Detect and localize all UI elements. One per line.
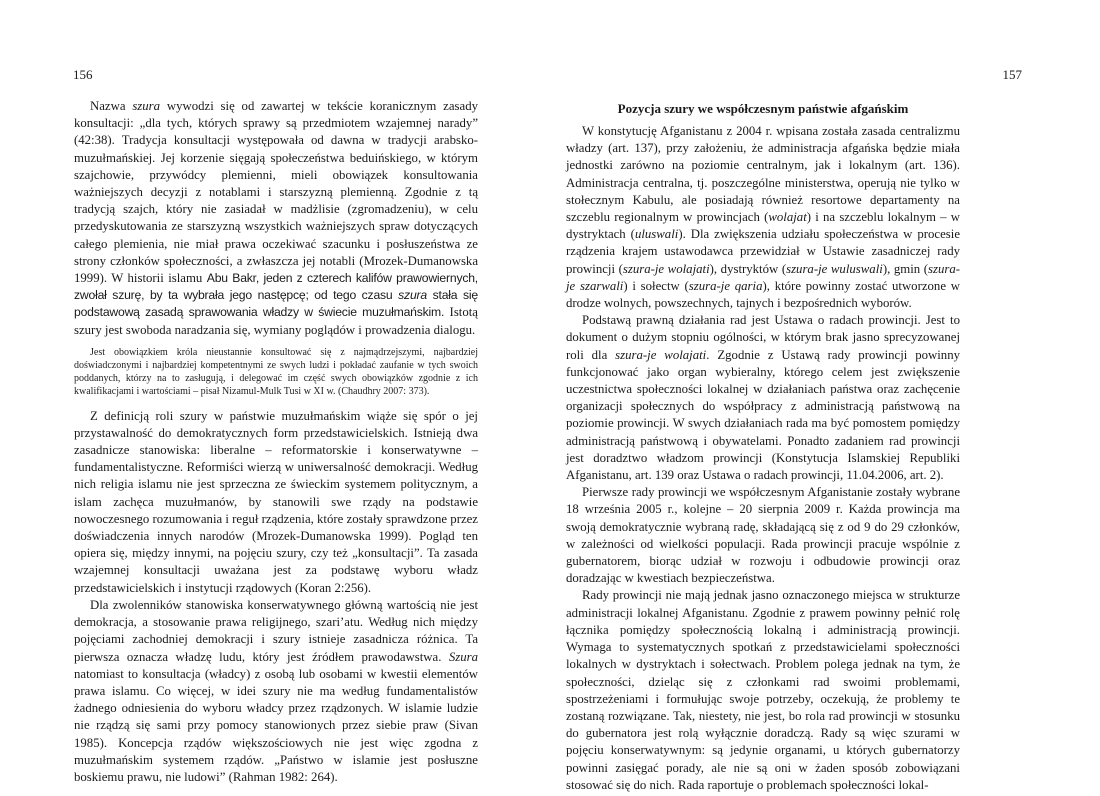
italic-term: wolajat [768, 210, 807, 225]
text-run: Abu Bakr, jeden z czterech kalifów prawowiernych, zwołał szurę, by ta wybrała jego następcę; od tego czasu [74, 271, 478, 303]
text-run: Nazwa [90, 99, 133, 113]
italic-term: szura-je wuluswali [786, 261, 883, 276]
paragraph [74, 597, 478, 786]
text-run: ), gmin ( [882, 261, 928, 276]
text-run: natomiast to konsultacja (władcy) z osobą lub osobami w kwestii elementów prawa islamu. Co więcej, w idei szury nie ma według fundamentalistów żadnego odniesienia do wyboru władcy przez rządzonych. W islamie ludzie nie rządzą się sami przy pomocy stanowionych przez siebie praw (Sivan 1985). Koncepcja rządów większościowych nie jest więc zgodna z muzułmańskim systemem rządów. „Państwo w islamie jest posłuszne boskiemu prawu, nie ludowi” (Rahman 1982: 264). [74, 666, 478, 784]
text-run: . Zgodnie z Ustawą rady prowincji powinny funkcjonować jako organ wybieralny, którego celem jest zwiększenie uczestnictwa społeczności lokalnej w działaniach państwa oraz zachęcenie organizacji społecznych do współpracy z administracją państwową na poziomie prowincji. W swych działaniach rada ma być pomostem pomiędzy administracją państwową i obywatelami. Ponadto zadaniem rad prowincji jest doradztwo władzom prowincji (Konstytucja Islamskiej Republiki Afganistanu, art. 139 oraz Ustawa o radach prowincji, 11.04.2006, art. 2). [566, 347, 961, 483]
italic-term: Szura [448, 649, 478, 664]
text-run: Podstawą prawną działania rad jest Ustawa o radach prowincji. Jest to dokument o dużym stopniu ogólności, w którym brak jasno sprecyzowanej roli dla [566, 313, 960, 362]
text-run: ) i na szczeblu lokalnym – w dystryktach ( [566, 210, 960, 242]
paragraph: Pierwsze rady prowincji we współczesnym Afganistanie zostały wybrane 18 września 2005 r., kolejne – 20 sierpnia 2009 r. Każda prowincja ma swoją demokratycznie wybraną radę, składającą się z od 9 do 29 członków, w zależności od wielkości populacji. Rada prowincji pracuje wspólnie z gubernatorem, biorąc udział w rozwoju i odbudowie prowincji oraz doradzając w kwestiach bezpieczeństwa. [566, 485, 960, 586]
text-run: ) i sołectw ( [623, 278, 689, 293]
paragraph: Rady prowincji nie mają jednak jasno oznaczonego miejsca w strukturze administracji lokalnej Afganistanu. Zgodnie z prawem powinny pełnić rolę łącznika pomiędzy społecznością lokalną i administracją prowincji. Wymaga to systematycznych spotkań z przedstawicielami społeczności lokalnych w dystryktach i sołectwach. Problem polega jednak na tym, że społeczności, dzieląc się z członkami rad swoimi problemami, spostrzeżeniami i formułując swoje potrzeby, oczekują, że problemy te zostaną rozwiązane. Tak, niestety, nie jest, bo rola rad prowincji w stosunku do gubernatora jest rolą wyłącznie doradczą. Rady są więc szurami w pojęciu konserwatywnym: są jedynie organami, u których gubernatorzy powinni zasięgać porady, ale nie są oni w żaden sposób zobowiązani stosować się do nich. Rada raportuje o problemach społeczności lokal- [566, 588, 960, 792]
paragraph: Z definicją roli szury w państwie muzułmańskim wiąże się spór o jej przystawalność do demokratycznych form przedstawicielskich. Istnieją dwa zasadnicze stanowiska: liberalne – reformatorskie i konserwatywne – fundamentalistyczne. Reformiści wierzą w uniwersalność demokracji. Według nich religia islamu nie jest sprzeczna ze świeckim systemem politycznym, a islam zachęca muzułmanów, by stanowili swe rządy na podstawie nowoczesnego rozumowania i reguł rządzenia, które zostały sprawdzone przez doświadczenia innych narodów (Mrozek-Dumanowska 1999). Pogląd ten opiera się, między innymi, na pojęciu szury, czy też „konsultacji”. Ta zasada wzajemnej konsultacji uważana jest za podstawę wyboru władz przedstawicielskich i instytucji rządowych (Koran 2:256). [74, 408, 478, 595]
page-number-right: 157 [1002, 67, 1022, 82]
text-run: W konstytucję Afganistanu z 2004 r. wpisana została zasada centralizmu władzy (art. 137), przy założeniu, że administracja afgańska będzie miała jednostki zarówno na poziomie centralnym, jak i lokalnym (art. 136). Administracja centralna, tj. poszczególne ministerstwa, operują nie tylko w stołecznym Kabulu, ale posiadają również resortowe departamenty na szczeblu regionalnym w prowincjach ( [566, 124, 960, 225]
section-heading: Pozycja szury we współczesnym państwie afgańskim [617, 101, 909, 116]
italic-term: szura-je wolajati [615, 347, 707, 362]
text-run: Dla zwolenników stanowiska konserwatywnego główną wartością nie jest demokracja, a stosowanie prawa religijnego, szari’atu. Według nich między pojęciami zachodniej demokracji i szury istnieje zasadnicza różnica. Ta pierwsza oznacza władzę ludu, który jest źródłem prawodawstwa. [74, 597, 478, 664]
paragraph [74, 98, 478, 339]
page-number-left: 156 [73, 67, 93, 82]
italic-term: szura-je szarwali [566, 261, 960, 293]
italic-term: szura-je wolajati [622, 261, 710, 276]
text-run: ), które powinny zostać utworzone w drodze wolnych, powszechnych, tajnych i bezpośrednich wyborów. [566, 278, 960, 311]
paragraph [566, 312, 960, 484]
italic-term: uluswali [634, 227, 679, 242]
text-run: ), dystryktów ( [709, 261, 787, 276]
text-run: wywodzi się od zawartej w tekście koranicznym zasady konsultacji: „dla tych, których sprawy są przedmiotem wzajemnej narady” (42:38). Tradycja konsultacji występowała od dawna w tradycji arabsko-muzułmańskiej. Jej korzenie sięgają społeczeństwa beduińskiego, w którym szajchowie, przywódcy plemienni, mieli obowiązek konsultowania ważniejszych decyzji z notablami i starszyzną plemienną. Zgodnie z tą tradycją szajch, który nie zasiadał w madżlisie (zgromadzeniu), w celu przedyskutowania ze starszyzną wszystkich ważniejszych spraw dotyczących całego plemienia, nie miał prawa oczekiwać szacunku i posłuszeństwa ze strony członków społeczności, a zwłaszcza jej notabli (Mrozek-Dumanowska 1999). W historii islamu [74, 99, 478, 286]
text-run: stała się podstawową zasadą sprawowania władzy w świecie muzułmańskim. [74, 288, 478, 320]
right-page [550, 0, 1100, 796]
italic-term: szura [398, 288, 427, 303]
block-quote: Jest obowiązkiem króla nieustannie konsultować się z najmądrzejszymi, najbardziej doświadczonymi i najbardziej kompetentnymi ze swych ludzi i pokładać zaufanie w tych swoich poddanych, którzy na to zasługują, i delegować im część swych obowiązków zgodnie z ich kwalifikacjami i wartościami – pisał Nizamul-Mulk Tusi w XI w. (Chaudhry 2007: 373). [74, 346, 478, 398]
text-run: ). Dla zwiększenia udziału społeczeństwa w procesie rządzenia krajem ustawodawca przewidział w Ustawie zasadniczej rady prowincji ( [566, 227, 961, 276]
text-run: Istotą szury jest swoboda naradzania się, wymiany poglądów i prowadzenia dialogu. [74, 305, 478, 337]
paragraph [566, 123, 960, 312]
italic-term: szura [132, 99, 161, 113]
left-text-block [74, 98, 478, 786]
right-text-block [566, 100, 960, 794]
italic-term: szura-je qaria [688, 278, 763, 293]
